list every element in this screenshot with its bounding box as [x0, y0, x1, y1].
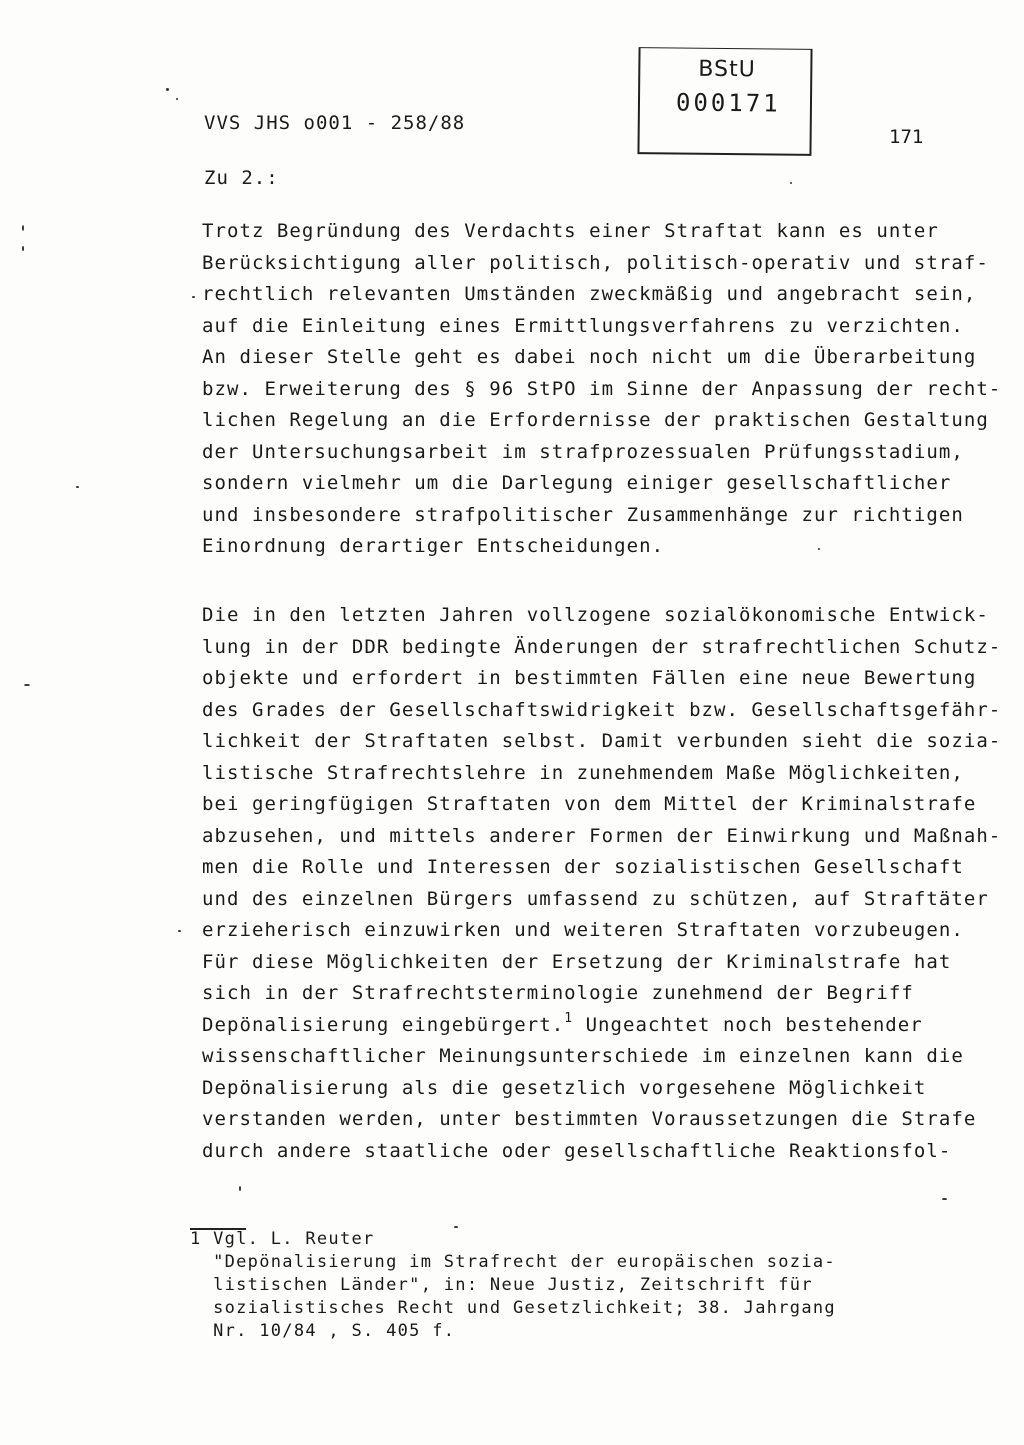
scan-speck — [942, 1198, 947, 1200]
scan-speck — [166, 88, 169, 91]
footnote-line: sozialistisches Recht und Gesetzlichkeit; 38. Jahrgang — [190, 1298, 836, 1318]
footnote-line: 1 Vgl. L. Reuter — [190, 1229, 375, 1249]
text-line: Einordnung derartiger Entscheidungen. — [202, 535, 665, 557]
text-line: Für diese Möglichkeiten der Ersetzung der Kriminalstrafe hat — [202, 950, 952, 973]
text-line: rechtlich relevanten Umständen zweckmäßig und angebracht sein, — [202, 283, 977, 305]
footnote-line: "Depönalisierung im Strafrecht der europäischen sozia- — [190, 1252, 836, 1272]
text-line: wissenschaftlicher Meinungsunterschiede im einzelnen kann die — [202, 1045, 964, 1067]
text-line: bzw. Erweiterung des § 96 StPO im Sinne der Anpassung der recht- — [202, 377, 1002, 400]
footnote — [190, 1228, 950, 1343]
scan-speck — [454, 1226, 458, 1228]
scan-speck — [239, 1186, 241, 1191]
text-line: sich in der Strafrechtsterminologie zunehmend der Begriff — [202, 982, 914, 1004]
text-line: lichen Regelung an die Erfordernisse der praktischen Gestaltung — [202, 409, 989, 431]
page-number: 171 — [889, 126, 924, 148]
scan-speck — [178, 930, 181, 932]
stamp-number: 000171 — [675, 88, 781, 118]
text-line: abzusehen, und mittels anderer Formen der Einwirkung und Maßnah- — [202, 824, 1002, 847]
text-line: des Grades der Gesellschaftswidrigkeit bzw. Gesellschaftsgefähr- — [202, 698, 1002, 721]
text-line-with-footnote — [202, 1010, 992, 1042]
text-line: Depönalisierung als die gesetzlich vorgesehene Möglichkeit — [202, 1076, 927, 1099]
text-line: bei geringfügigen Straftaten von dem Mittel der Kriminalstrafe — [202, 793, 977, 815]
text-segment: Depönalisierung eingebürgert. — [202, 1013, 565, 1036]
stamp-agency: BStU — [698, 56, 756, 83]
text-line: und des einzelnen Bürgers umfassend zu schützen, auf Straftäter — [202, 887, 989, 910]
text-line: men die Rolle und Interessen der sozialistischen Gesellschaft — [202, 856, 964, 878]
document-reference: VVS JHS o001 - 258/88 — [204, 112, 466, 134]
text-line: lichkeit der Straftaten selbst. Damit verbunden sieht die sozia- — [202, 730, 1002, 752]
scan-speck — [192, 296, 195, 298]
text-line: lung in der DDR bedingte Änderungen der strafrechtlichen Schutz- — [202, 635, 1002, 658]
scan-speck — [22, 246, 24, 251]
text-line: Berücksichtigung aller politisch, politisch-operativ und straf- — [202, 251, 989, 274]
footnote-line: Nr. 10/84 , S. 405 f. — [190, 1321, 456, 1341]
text-line: verstanden werden, unter bestimmten Voraussetzungen die Strafe — [202, 1108, 977, 1130]
text-line: sondern vielmehr um die Darlegung einiger gesellschaftlicher — [202, 472, 952, 494]
scan-speck — [76, 486, 79, 488]
archive-stamp — [637, 47, 812, 156]
text-line: Die in den letzten Jahren vollzogene sozialökonomische Entwick- — [202, 604, 989, 626]
section-heading: Zu 2.: — [204, 167, 279, 189]
text-line: listische Strafrechtslehre in zunehmendem Maße Möglichkeiten, — [202, 761, 964, 784]
scan-speck — [22, 225, 24, 231]
text-line: auf die Einleitung eines Ermittlungsverfahrens zu verzichten. — [202, 314, 964, 337]
scan-speck — [24, 684, 30, 686]
footnote-line: listischen Länder", in: Neue Justiz, Zeitschrift für — [190, 1275, 813, 1295]
text-line: Trotz Begründung des Verdachts einer Straftat kann es unter — [202, 220, 939, 242]
text-segment: Ungeachtet noch bestehender — [573, 1013, 923, 1036]
paragraph-2 — [202, 600, 1002, 1167]
text-line: durch andere staatliche oder gesellschaftliche Reaktionsfol- — [202, 1139, 952, 1162]
paragraph-1 — [202, 216, 1002, 563]
text-line: der Untersuchungsarbeit im strafprozessualen Prüfungsstadium, — [202, 440, 964, 463]
text-line: An dieser Stelle geht es dabei noch nicht um die Überarbeitung — [202, 346, 977, 368]
text-line: objekte und erfordert in bestimmten Fällen eine neue Bewertung — [202, 667, 977, 689]
text-line: und insbesondere strafpolitischer Zusammenhänge zur richtigen — [202, 503, 964, 526]
scan-speck — [818, 548, 820, 550]
text-line: erzieherisch einzuwirken und weiteren Straftaten vorzubeugen. — [202, 919, 964, 941]
scan-speck — [176, 98, 178, 100]
footnote-reference[interactable]: 1 — [564, 1010, 574, 1026]
scan-speck — [790, 182, 792, 184]
